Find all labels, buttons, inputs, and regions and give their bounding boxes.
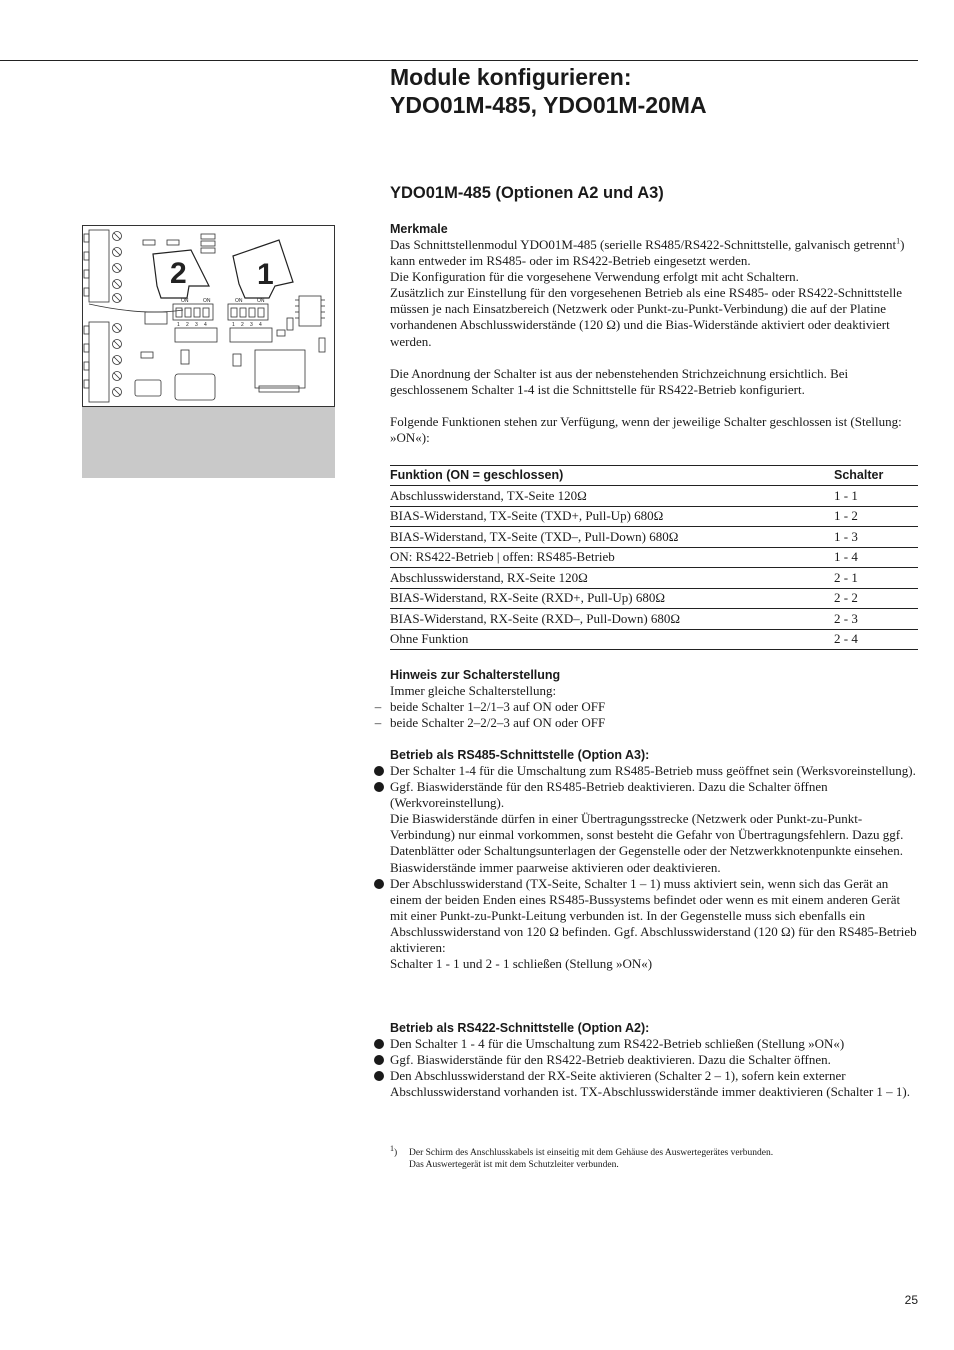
function-table <box>390 465 918 650</box>
figure-caption-area <box>82 407 335 478</box>
table-cell-switch: 2 - 1 <box>834 568 918 589</box>
list-item-text: Schalter 1 - 1 und 2 - 1 schließen (Stellung »ON«) <box>390 956 653 972</box>
table-cell-function: BIAS-Widerstand, RX-Seite (RXD+, Pull-Up) 680Ω <box>390 588 834 609</box>
table-cell-function: Abschlusswiderstand, RX-Seite 120Ω <box>390 568 834 589</box>
bullet-icon <box>374 1055 384 1065</box>
dip-1-on-label-b: ON <box>203 298 211 304</box>
table-row <box>390 609 918 630</box>
rs422-section <box>390 1020 918 1100</box>
merkmale-paragraph-4: Die Anordnung der Schalter ist aus der nebenstehenden Strichzeichnung ersichtlich. Bei geschlossenem Schalter 1-4 ist die Schnittstelle für RS422-Betrieb konfiguriert. <box>390 365 849 397</box>
table-cell-function: BIAS-Widerstand, TX-Seite (TXD–, Pull-Down) 680Ω <box>390 527 834 548</box>
footnote-line-2: Das Auswertegerät ist mit dem Schutzleiter verbunden. <box>409 1160 619 1170</box>
rs485-section <box>390 747 918 972</box>
table-header-switch: Schalter <box>834 466 918 486</box>
table-cell-switch: 1 - 2 <box>834 506 918 527</box>
hinweis-intro: Immer gleiche Schalterstellung: <box>390 683 557 698</box>
list-item-text: beide Schalter 2–2/2–3 auf ON oder OFF <box>390 715 606 731</box>
table-cell-function: BIAS-Widerstand, TX-Seite (TXD+, Pull-Up) 680Ω <box>390 506 834 527</box>
hinweis-section <box>374 667 918 731</box>
table-cell-switch: 1 - 4 <box>834 547 918 568</box>
list-item <box>390 1068 918 1100</box>
list-item-text: Ggf. Biaswiderstände für den RS485-Betrieb deaktivieren. Dazu die Schalter öffnen (Werkvoreinstellung). <box>390 779 828 811</box>
table-cell-switch: 1 - 3 <box>834 527 918 548</box>
list-item-text: Der Schalter 1-4 für die Umschaltung zum RS485-Betrieb muss geöffnet sein (Werksvoreinstellung). <box>390 763 916 778</box>
table-cell-function: ON: RS422-Betrieb | offen: RS485-Betrieb <box>390 547 834 568</box>
dip-1-num-2: 2 <box>186 322 189 328</box>
rs422-heading: Betrieb als RS422-Schnittstelle (Option A2): <box>390 1021 650 1035</box>
table-cell-switch: 1 - 1 <box>834 486 918 507</box>
merkmale-section <box>390 221 918 446</box>
table-row <box>390 527 918 548</box>
list-item <box>390 1052 918 1068</box>
table-header-row <box>390 466 918 486</box>
dip-1-on-label: ON <box>181 298 189 304</box>
circuit-board-drawing <box>82 225 335 407</box>
rs485-list <box>390 763 918 972</box>
hinweis-list <box>374 699 918 731</box>
list-item-text: beide Schalter 1–2/1–3 auf ON oder OFF <box>390 699 606 715</box>
figure-label-1: 1 <box>257 258 274 291</box>
table-cell-switch: 2 - 2 <box>834 588 918 609</box>
rs485-heading: Betrieb als RS485-Schnittstelle (Option A3): <box>390 748 650 762</box>
table-cell-switch: 2 - 3 <box>834 609 918 630</box>
merkmale-paragraph-3: Zusätzlich zur Einstellung für den vorgesehenen Betrieb als eine RS485- oder RS422-Schnittstelle müssen je nach Einsatzbereich (Netzwerk oder Punkt-zu-Punkt-Verbindung) die auf der Platine vorhandenen Abschlusswiderstände (120 Ω) und die Bias-Widerstände aktiviert oder deaktiviert werden. <box>390 285 903 349</box>
list-item-text: Der Abschlusswiderstand (TX-Seite, Schalter 1 – 1) muss aktiviert sein, wenn sich das Gerät an einem der beiden Enden eines RS485-Bussystems befindet oder wenn es mit einem anderen Gerät mit einer Punkt-zu-Punkt-Leitung verbunden ist. In der Gegenstelle muss sich ebenfalls ein Abschlusswiderstand von 120 Ω befinden. Ggf. Abschlusswiderstand (120 Ω) für den RS485-Betrieb aktivieren: <box>390 875 917 956</box>
hinweis-heading: Hinweis zur Schalterstellung <box>390 668 561 682</box>
merkmale-paragraph-5: Folgende Funktionen stehen zur Verfügung, wenn der jeweilige Schalter geschlossen ist (Stellung: »ON«): <box>390 413 902 445</box>
list-item <box>390 779 918 876</box>
page-title <box>390 63 707 119</box>
section-heading: YDO01M-485 (Optionen A2 und A3) <box>390 184 664 202</box>
list-item-text: Ggf. Biaswiderstände für den RS422-Betrieb deaktivieren. Dazu die Schalter öffnen. <box>390 1052 831 1068</box>
dip-2-num-2: 2 <box>241 322 244 328</box>
list-item <box>374 699 918 715</box>
merkmale-paragraph-2: Die Konfiguration für die vorgesehene Verwendung erfolgt mit acht Schaltern. <box>390 269 799 285</box>
footnote-marker-number: 1 <box>390 1143 394 1153</box>
table-row <box>390 506 918 527</box>
footnote-ref: 1 <box>896 236 901 246</box>
bullet-icon <box>374 1039 384 1049</box>
dip-2-num-1: 1 <box>232 322 235 328</box>
table-row <box>390 588 918 609</box>
bullet-icon <box>374 782 384 792</box>
table-cell-function: Abschlusswiderstand, TX-Seite 120Ω <box>390 486 834 507</box>
page-title-line-1: Module konfigurieren: <box>390 64 632 90</box>
list-item-text: Den Abschlusswiderstand der RX-Seite aktivieren (Schalter 2 – 1), sofern kein externer Abschlusswiderstand vorhanden ist. TX-Abschlusswiderstände immer deaktivieren (Schalter 1 – 1). <box>390 1068 910 1100</box>
bullet-icon <box>374 766 384 776</box>
list-item-text: Den Schalter 1 - 4 für die Umschaltung zum RS422-Betrieb schließen (Stellung »ON«) <box>390 1036 845 1051</box>
dip-2-num-3: 3 <box>250 322 253 328</box>
figure-label-2: 2 <box>170 257 187 290</box>
bullet-icon <box>374 879 384 889</box>
circuit-board-figure <box>82 225 335 478</box>
footnote-marker: $^1$) <box>390 1143 398 1158</box>
function-table-wrapper <box>390 465 918 650</box>
footnote <box>390 1143 918 1171</box>
table-cell-function: Ohne Funktion <box>390 629 834 650</box>
table-row <box>390 568 918 589</box>
merkmale-p1-text-2: ) kann entweder im RS485- oder im RS422-Betrieb eingesetzt werden. <box>390 237 905 269</box>
merkmale-paragraph-1 <box>390 237 918 269</box>
footnote-line-1: Der Schirm des Anschlusskabels ist einseitig mit dem Gehäuse des Auswertegerätes verbunden. <box>409 1148 774 1158</box>
table-header-function: Funktion (ON = geschlossen) <box>390 466 834 486</box>
rs422-list <box>390 1036 918 1100</box>
list-item <box>390 876 918 973</box>
dip-1-num-3: 3 <box>195 322 198 328</box>
list-item-text: Die Biaswiderstände dürfen in einer Übertragungsstrecke (Netzwerk oder Punkt-zu-Punkt-Verbindung) nur einmal vorkommen, sonst besteht die Gefahr von Übertragungsfehlern. Dazu ggf. Datenblätter oder Schaltungsunterlagen der Gegenstelle oder der Netzwerkknotenpunkte einsehen. Biaswiderstände immer paarweise aktivieren oder deaktivieren. <box>390 811 904 875</box>
dip-2-on-label: ON <box>235 298 243 304</box>
merkmale-heading: Merkmale <box>390 222 448 236</box>
top-rule <box>0 60 918 61</box>
dip-2-on-label-b: ON <box>257 298 265 304</box>
table-row <box>390 547 918 568</box>
dash-marker: – <box>374 715 382 731</box>
table-row <box>390 629 918 650</box>
list-item <box>374 715 918 731</box>
dash-marker: – <box>374 699 382 715</box>
bullet-icon <box>374 1071 384 1081</box>
page-title-line-2: YDO01M-485, YDO01M-20MA <box>390 92 707 118</box>
merkmale-p1-text: Das Schnittstellenmodul YDO01M-485 (serielle RS485/RS422-Schnittstelle, galvanisch getrennt <box>390 237 897 252</box>
dip-2-num-4: 4 <box>259 322 262 328</box>
list-item <box>390 1036 918 1052</box>
table-cell-switch: 2 - 4 <box>834 629 918 650</box>
page-number: 25 <box>904 1293 918 1307</box>
table-row <box>390 486 918 507</box>
circuit-board-svg <box>83 226 334 406</box>
dip-1-num-1: 1 <box>177 322 180 328</box>
dip-1-num-4: 4 <box>204 322 207 328</box>
list-item <box>390 763 918 779</box>
table-cell-function: BIAS-Widerstand, RX-Seite (RXD–, Pull-Down) 680Ω <box>390 609 834 630</box>
